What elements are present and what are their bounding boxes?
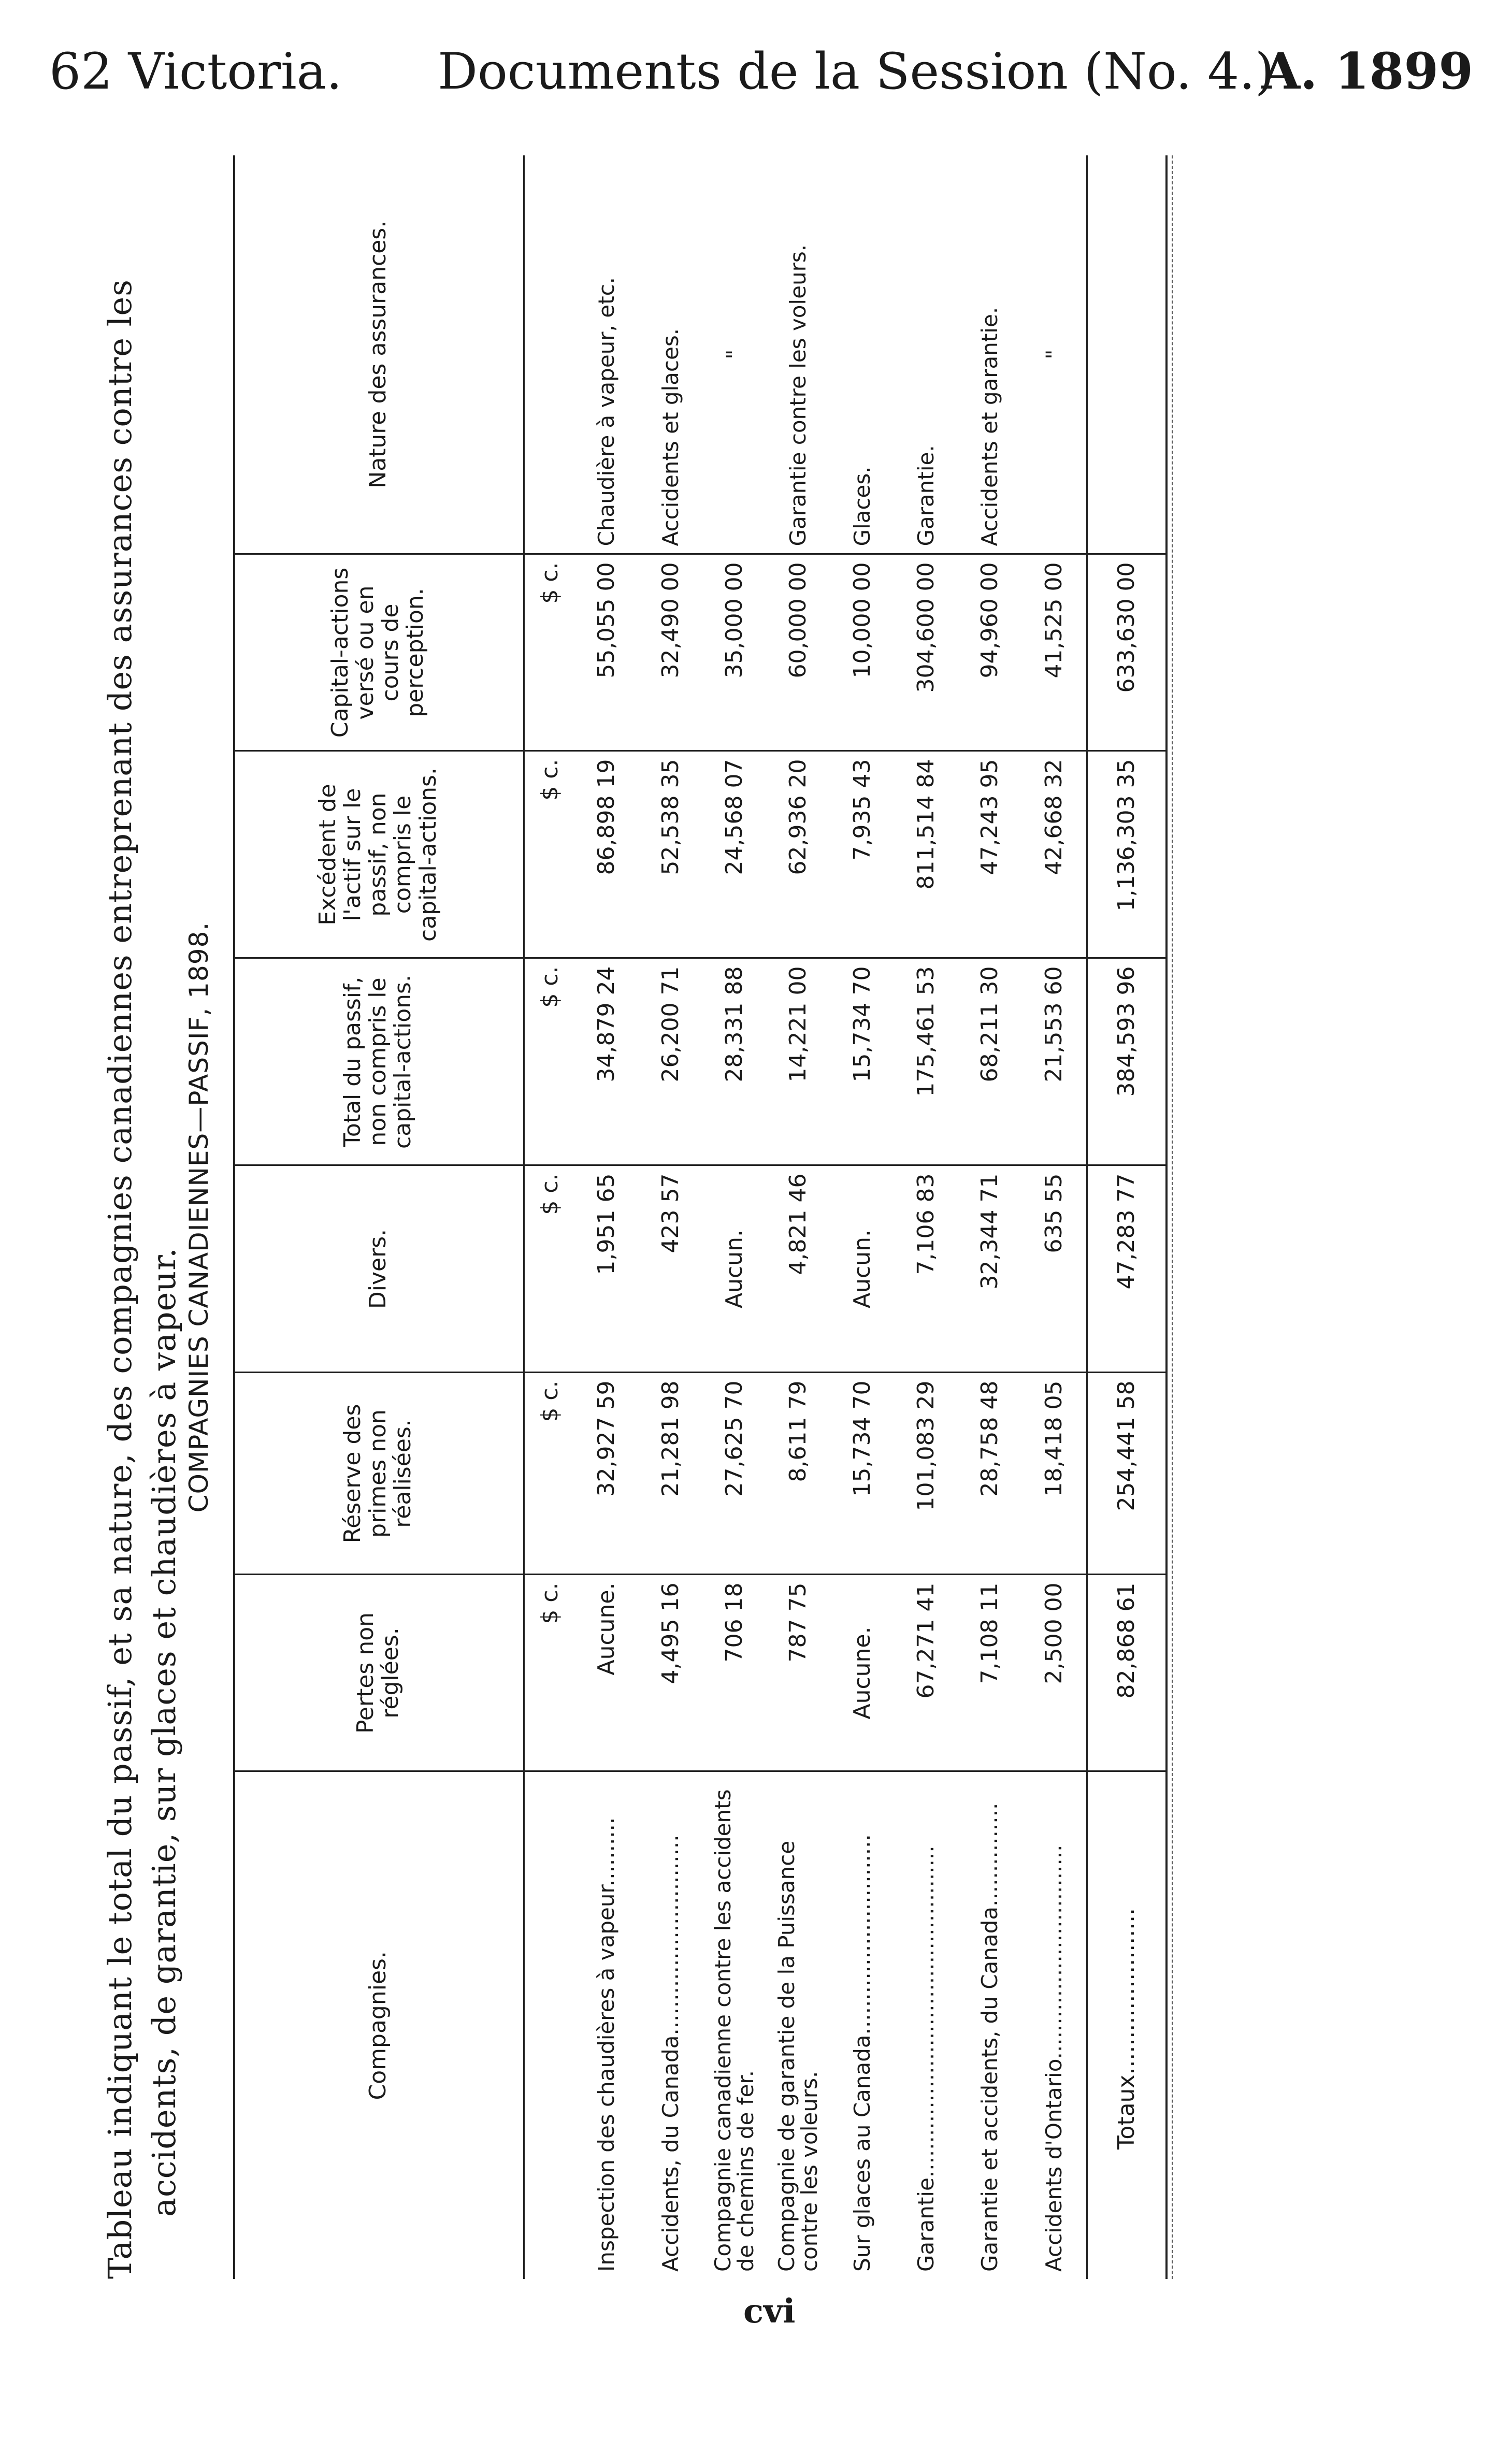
totals-row	[1087, 155, 1165, 2279]
table-title-line-2: accidents, de garantie, sur glaces et chaudières à vapeur.	[145, 1247, 183, 2217]
header-year: A. 1899	[1261, 42, 1473, 100]
unit-cell: $ c.	[524, 554, 575, 751]
table-bottom-dashed-rule	[1172, 155, 1173, 2279]
unit-cell: $ c.	[524, 958, 575, 1165]
unsettled-losses-value: 706 18	[702, 1575, 766, 1771]
total-premium-reserve: 254,441 58	[1087, 1373, 1165, 1575]
page-number: cvi	[743, 2292, 796, 2331]
miscellaneous-value: 635 55	[1022, 1165, 1087, 1373]
insurance-nature: Garantie contre les voleurs.	[767, 155, 830, 554]
total-liabilities-value: 68,211 30	[958, 958, 1022, 1165]
column-header-companies: Compagnies.	[233, 1771, 524, 2279]
table-title-line-1: Tableau indiquant le total du passif, et sa nature, des compagnies canadiennes entreprenant des assurances contre les	[101, 279, 139, 2279]
miscellaneous-value: Aucun.	[702, 1165, 766, 1373]
unsettled-losses-value: Aucune.	[830, 1575, 894, 1771]
unsettled-losses-value: 787 75	[767, 1575, 830, 1771]
total-liabilities-value: 26,200 71	[639, 958, 702, 1165]
unsettled-losses-value: 4,495 16	[639, 1575, 702, 1771]
table-row	[767, 155, 830, 2279]
premium-reserve-value: 8,611 79	[767, 1373, 830, 1575]
capital-stock-value: 55,055 00	[575, 554, 639, 751]
table-bottom-rule	[1165, 155, 1168, 2279]
company-name: Compagnie canadienne contre les accidents de chemins de fer.	[710, 1789, 759, 2272]
table-row	[575, 155, 639, 2279]
company-name: Accidents d'Ontario...............................	[1041, 1844, 1067, 2272]
surplus-value: 811,514 84	[894, 751, 958, 958]
total-liabilities-value: 28,331 88	[702, 958, 766, 1165]
grand-total-liabilities: 384,593 96	[1087, 958, 1165, 1165]
capital-stock-value: 41,525 00	[1022, 554, 1087, 751]
unit-cell: $ c.	[524, 1575, 575, 1771]
capital-stock-value: 94,960 00	[958, 554, 1022, 751]
capital-stock-value: 35,000 00	[702, 554, 766, 751]
surplus-value: 47,243 95	[958, 751, 1022, 958]
company-name: Accidents, du Canada.............................	[657, 1835, 683, 2272]
capital-stock-value: 10,000 00	[830, 554, 894, 751]
total-liabilities-value: 14,221 00	[767, 958, 830, 1165]
total-miscellaneous: 47,283 77	[1087, 1165, 1165, 1373]
column-header-nature: Nature des assurances.	[233, 155, 524, 554]
total-liabilities-value: 175,461 53	[894, 958, 958, 1165]
header-session-year: 62 Victoria.	[49, 42, 342, 100]
table-top-rule	[233, 155, 235, 2279]
premium-reserve-value: 28,758 48	[958, 1373, 1022, 1575]
insurance-nature: Accidents et glaces.	[639, 155, 702, 554]
surplus-value: 42,668 32	[1022, 751, 1087, 958]
insurance-nature: Chaudière à vapeur, etc.	[575, 155, 639, 554]
table-row	[830, 155, 894, 2279]
premium-reserve-value: 27,625 70	[702, 1373, 766, 1575]
header-document-title: Documents de la Session (No. 4.)	[438, 42, 1275, 100]
premium-reserve-value: 32,927 59	[575, 1373, 639, 1575]
liabilities-table	[233, 155, 1165, 2279]
total-liabilities-value: 21,553 60	[1022, 958, 1087, 1165]
miscellaneous-value: 423 57	[639, 1165, 702, 1373]
company-name: Garantie................................................	[913, 1845, 939, 2272]
column-header-total-liabilities: Total du passif, non compris le capital-actions.	[233, 958, 524, 1165]
surplus-value: 62,936 20	[767, 751, 830, 958]
table-row	[1022, 155, 1087, 2279]
insurance-nature: "	[702, 155, 766, 554]
miscellaneous-value: 32,344 71	[958, 1165, 1022, 1373]
unit-cell: $ c.	[524, 1373, 575, 1575]
company-name: Sur glaces au Canada.............................	[849, 1834, 875, 2272]
premium-reserve-value: 21,281 98	[639, 1373, 702, 1575]
column-header-surplus: Excédent de l'actif sur le passif, non compris le capital-actions.	[233, 751, 524, 958]
insurance-nature: Glaces.	[830, 155, 894, 554]
premium-reserve-value: 101,083 29	[894, 1373, 958, 1575]
column-header-premium-reserve: Réserve des primes non réalisées.	[233, 1373, 524, 1575]
company-name: Garantie et accidents, du Canada...............	[977, 1802, 1003, 2272]
unsettled-losses-value: Aucune.	[575, 1575, 639, 1771]
column-header-capital-stock: Capital-actions versé ou en cours de perception.	[233, 554, 524, 751]
miscellaneous-value: Aucun.	[830, 1165, 894, 1373]
unit-cell	[524, 155, 575, 554]
unsettled-losses-value: 7,108 11	[958, 1575, 1022, 1771]
liabilities-table-area	[233, 155, 1176, 2279]
column-header-miscellaneous: Divers.	[233, 1165, 524, 1373]
table-subtitle: COMPAGNIES CANADIENNES—PASSIF, 1898.	[184, 921, 214, 1513]
table-row	[702, 155, 766, 2279]
table-title-block	[73, 155, 228, 2279]
insurance-nature: "	[1022, 155, 1087, 554]
empty-nature-cell	[1087, 155, 1165, 554]
total-unsettled-losses: 82,868 61	[1087, 1575, 1165, 1771]
surplus-value: 86,898 19	[575, 751, 639, 958]
column-header-unsettled-losses: Pertes non réglées.	[233, 1575, 524, 1771]
capital-stock-value: 60,000 00	[767, 554, 830, 751]
surplus-value: 24,568 07	[702, 751, 766, 958]
surplus-value: 52,538 35	[639, 751, 702, 958]
total-liabilities-value: 15,734 70	[830, 958, 894, 1165]
premium-reserve-value: 15,734 70	[830, 1373, 894, 1575]
capital-stock-value: 304,600 00	[894, 554, 958, 751]
insurance-nature: Accidents et garantie.	[958, 155, 1022, 554]
insurance-nature: Garantie.	[894, 155, 958, 554]
capital-stock-value: 32,490 00	[639, 554, 702, 751]
rotated-table-sheet	[73, 155, 1181, 2279]
total-capital-stock: 633,630 00	[1087, 554, 1165, 751]
totals-label: Totaux.......................	[1087, 1771, 1165, 2279]
units-row	[524, 155, 575, 2279]
miscellaneous-value: 7,106 83	[894, 1165, 958, 1373]
miscellaneous-value: 4,821 46	[767, 1165, 830, 1373]
surplus-value: 7,935 43	[830, 751, 894, 958]
unit-cell: $ c.	[524, 1165, 575, 1373]
unit-cell	[524, 1771, 575, 2279]
company-name: Compagnie de garantie de la Puissance contre les voleurs.	[774, 1840, 823, 2272]
table-row	[958, 155, 1022, 2279]
unsettled-losses-value: 2,500 00	[1022, 1575, 1087, 1771]
miscellaneous-value: 1,951 65	[575, 1165, 639, 1373]
table-row	[894, 155, 958, 2279]
premium-reserve-value: 18,418 05	[1022, 1373, 1087, 1575]
company-name: Inspection des chaudières à vapeur..........	[594, 1817, 620, 2272]
unsettled-losses-value: 67,271 41	[894, 1575, 958, 1771]
total-liabilities-value: 34,879 24	[575, 958, 639, 1165]
table-header-row	[233, 155, 524, 2279]
table-row	[639, 155, 702, 2279]
unit-cell: $ c.	[524, 751, 575, 958]
total-surplus: 1,136,303 35	[1087, 751, 1165, 958]
